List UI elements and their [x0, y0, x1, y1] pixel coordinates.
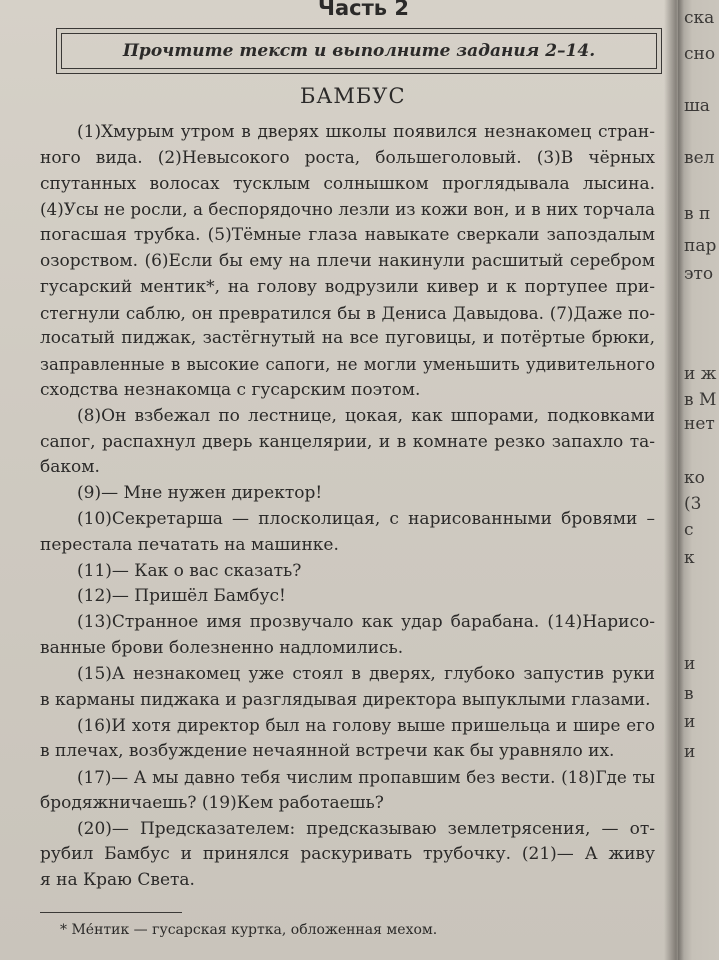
text-line: в карманы пиджака и разглядывая директора выпуклыми глазами. — [40, 689, 651, 710]
text-line: ного вида. (2)Невысокого роста, большеголовый. (3)В чёрных — [40, 147, 655, 168]
text-line: (11)— Как о вас сказать? — [77, 560, 302, 581]
facing-page-fragment: и — [684, 742, 696, 762]
facing-page-fragment: в п — [684, 204, 711, 224]
text-line: стегнули саблю, он превратился бы в Дениса Давыдова. (7)Даже по- — [40, 302, 655, 323]
text-line: (20)— Предсказателем: предсказываю землетрясения, — от- — [77, 818, 655, 839]
text-line: (8)Он взбежал по лестнице, цокая, как шпорами, подковками — [77, 405, 655, 426]
facing-page-fragment: в М — [684, 390, 717, 410]
text-line: гусарский ментик*, на голову водрузили кивер и к портупее при- — [40, 276, 655, 297]
text-line: сходства незнакомца с гусарским поэтом. — [40, 379, 421, 400]
text-line: заправленные в высокие сапоги, не могли уменьшить удивительного — [40, 355, 655, 375]
text-line: я на Краю Света. — [40, 870, 195, 891]
text-line: ванные брови болезненно надломились. — [40, 637, 404, 658]
text-line: (17)— А мы давно тебя числим пропавшим без вести. (18)Где ты — [77, 766, 655, 787]
footnote: * Ме́нтик — гусарская куртка, обложенная мехом. — [60, 922, 438, 938]
text-line: перестала печатать на машинке. — [40, 534, 339, 555]
text-line: (1)Хмурым утром в дверях школы появился незнакомец стран- — [77, 122, 655, 142]
facing-page-edge — [678, 0, 719, 960]
facing-page-fragment: пар — [684, 236, 717, 256]
facing-page-fragment: это — [684, 264, 714, 284]
facing-page-fragment: в — [684, 684, 694, 704]
text-line: баком. — [40, 457, 100, 478]
facing-page-fragment: (3 — [684, 494, 702, 514]
facing-page-fragment: и — [684, 712, 696, 732]
text-line: (16)И хотя директор был на голову выше пришельца и шире его — [77, 715, 655, 736]
text-line: в плечах, возбуждение нечаянной встречи как бы уравняло их. — [40, 741, 615, 762]
facing-page-fragment: вел — [684, 148, 715, 168]
text-line: бродяжничаешь? (19)Кем работаешь? — [40, 792, 384, 813]
part-heading: Часть 2 — [318, 0, 409, 20]
facing-page-fragment: и — [684, 654, 696, 674]
text-line: озорством. (6)Если бы ему на плечи накинули расшитый серебром — [40, 250, 655, 271]
story-body — [40, 120, 655, 894]
text-line: сапог, распахнул дверь канцелярии, и в комнате резко запахло та- — [40, 431, 655, 452]
facing-page-fragment: и ж — [684, 364, 717, 384]
facing-page-fragment: с — [684, 520, 694, 540]
text-line: (13)Странное имя прозвучало как удар барабана. (14)Нарисо- — [77, 612, 655, 633]
facing-page-fragment: к — [684, 548, 695, 568]
text-line: спутанных волосах тусклым солнышком проглядывала лысина. — [40, 173, 655, 194]
text-line: (10)Секретарша — плосколицая, с нарисованными бровями – — [77, 508, 655, 529]
facing-page-fragment: ска — [684, 8, 715, 28]
instruction-text: Прочтите текст и выполните задания 2–14. — [122, 41, 596, 61]
facing-page-fragment: сно — [684, 44, 716, 64]
text-line: (4)Усы не росли, а беспорядочно лезли из кожи вон, и в них торчала — [40, 199, 655, 220]
facing-page-fragment: ко — [684, 468, 705, 488]
facing-page-fragment: нет — [684, 414, 715, 434]
story-title: БАМБУС — [300, 84, 406, 108]
text-line: рубил Бамбус и принялся раскуривать трубочку. (21)— А живу — [40, 844, 655, 865]
instruction-box — [56, 28, 662, 74]
text-line: (15)А незнакомец уже стоял в дверях, глубоко запустив руки — [77, 663, 655, 684]
text-line: (12)— Пришёл Бамбус! — [77, 586, 286, 607]
text-line: погасшая трубка. (5)Тёмные глаза навыкате сверкали запоздалым — [40, 225, 655, 246]
facing-page-fragment: ша — [684, 96, 710, 116]
text-line: (9)— Мне нужен директор! — [77, 483, 323, 504]
footnote-divider — [40, 912, 182, 913]
text-line: лосатый пиджак, застёгнутый на все пуговицы, и потёртые брюки, — [40, 328, 655, 349]
